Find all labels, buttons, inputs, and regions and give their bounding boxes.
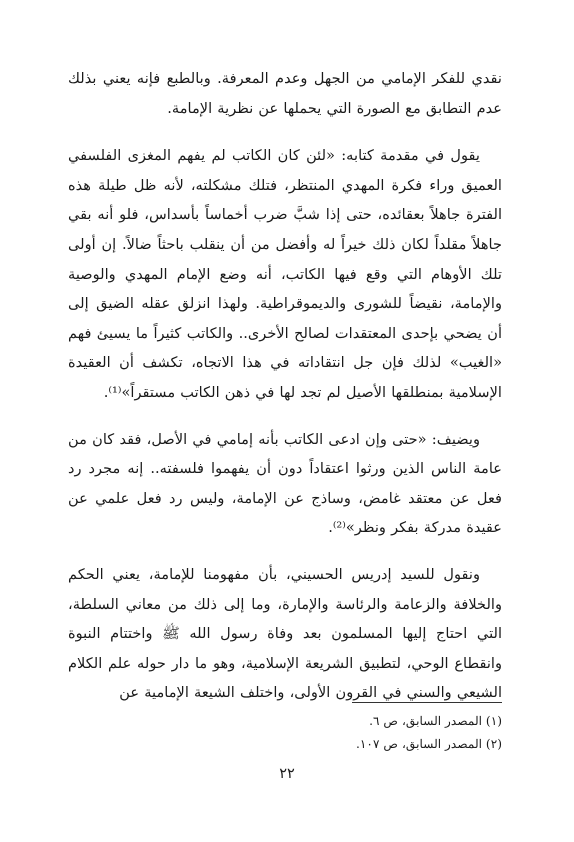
paragraph-2: يقول في مقدمة كتابه: «لئن كان الكاتب لم يفهم المغزى الفلسفي العميق وراء فكرة المهدي المنتظر، فتلك مشكلته، لأنه ظل طيلة هذه الفترة جاهلاً بعقائده، حتى إذا شبَّ ضرب أخماساً بأسداس، فلو أنه بقي جاهلاً مقلداً لكان ذلك خيراً له وأفضل من أن ينقلب باحثاً ضالاً. إن أولى تلك الأوهام التي وقع فيها الكاتب، أنه وضع الإمام المهدي والوصية والإمامة، نقيضاً للشورى والديموقراطية. ولهذا انزلق عقله الضيق إلى أن يضحي بإحدى المعتقدات لصالح الأخرى.. والكاتب كثيراً ما يسيئ فهم «الغيب» لذلك فإن جل انتقاداته في هذا الاتجاه، تكشف أن العقيدة الإسلامية بمنطلقها الأصيل لم تجد لها في ذهن الكاتب مستقراً»⁽¹⁾.: [68, 147, 502, 401]
footnotes: [68, 710, 502, 756]
footnote-separator: [352, 702, 502, 703]
page-number: ٢٢: [279, 766, 295, 782]
footnote-2: (٢) المصدر السابق، ص ١٠٧.: [356, 737, 502, 751]
paragraph-3: ويضيف: «حتى وإن ادعى الكاتب بأنه إمامي في الأصل، فقد كان من عامة الناس الذين ورثوا اعتقاداً دون أن يفهموا فلسفته.. إنه مجرد رد فعل عن معتقد غامض، وساذج عن الإمامة، وليس رد فعل علمي عن عقيدة مدركة بفكر ونظر»⁽²⁾.: [68, 430, 502, 537]
footnote-1: (١) المصدر السابق، ص ٦.: [369, 714, 502, 728]
main-text: [68, 64, 502, 725]
paragraph-4: ونقول للسيد إدريس الحسيني، بأن مفهومنا للإمامة، يعني الحكم والخلافة والزعامة والرئاسة والإمارة، وما إلى ذلك من معاني السلطة، التي احتاج إليها المسلمون بعد وفاة رسول الله ﷺ واختتام النبوة وانقطاع الوحي، لتطبيق الشريعة الإسلامية، وهو ما دار حوله علم الكلام الشيعي والسني في القرون الأولى، واختلف الشيعة الإمامية عن: [68, 565, 502, 702]
paragraph-1: نقدي للفكر الإمامي من الجهل وعدم المعرفة. وبالطبع فإنه يعني بذلك عدم التطابق مع الصورة التي يحملها عن نظرية الإمامة.: [68, 70, 502, 117]
